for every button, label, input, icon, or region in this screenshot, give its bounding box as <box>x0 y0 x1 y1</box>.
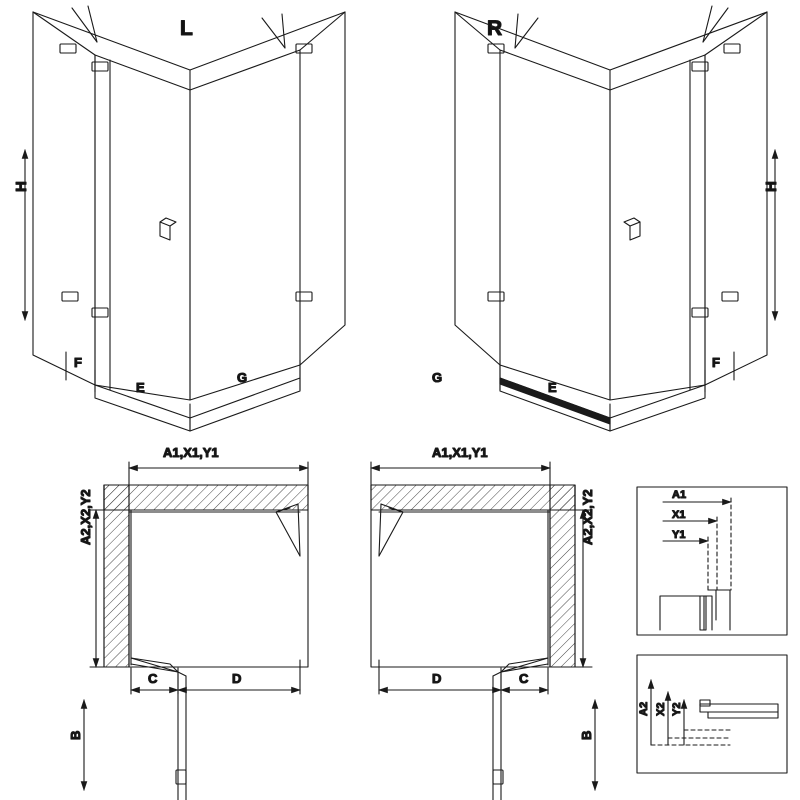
plan-left-label-d: D <box>232 671 242 686</box>
iso-left-height-label: H <box>13 181 30 192</box>
detail-bottom-row-1: X2 <box>655 702 667 716</box>
iso-right-label-e: E <box>548 380 557 395</box>
plan-right-label-d: D <box>432 671 442 686</box>
iso-view-left <box>13 6 345 431</box>
iso-left-label-g: G <box>237 370 248 385</box>
detail-panel-bottom <box>637 655 787 773</box>
plan-left-label-b: B <box>68 730 83 740</box>
plan-left-side-dim-label: A2,X2,Y2 <box>78 489 93 545</box>
plan-left-top-dim-label: A1,X1,Y1 <box>163 445 219 460</box>
detail-bottom-row-0: A2 <box>638 701 650 716</box>
plan-view-left <box>68 445 308 800</box>
iso-left-label-e: E <box>136 380 145 395</box>
iso-right-label-g: G <box>432 370 443 385</box>
plan-view-right <box>371 445 595 800</box>
detail-top-row-2: Y1 <box>672 529 686 541</box>
plan-left-label-c: C <box>148 671 158 686</box>
detail-top-row-1: X1 <box>672 509 686 521</box>
plan-right-label-b: B <box>579 730 594 740</box>
iso-right-label-f: F <box>712 355 720 370</box>
detail-panel-top <box>637 487 787 635</box>
iso-right-variant-label: R <box>487 17 503 40</box>
detail-top-row-0: A1 <box>672 489 687 501</box>
iso-right-height-label: H <box>763 181 780 192</box>
plan-right-side-dim-label: A2,X2,Y2 <box>580 489 595 545</box>
detail-bottom-row-2: Y2 <box>671 702 683 716</box>
plan-right-label-c: C <box>519 671 529 686</box>
iso-left-label-f: F <box>74 355 82 370</box>
iso-left-variant-label: L <box>180 17 193 40</box>
plan-right-top-dim-label: A1,X1,Y1 <box>432 445 488 460</box>
iso-view-right <box>432 6 780 431</box>
